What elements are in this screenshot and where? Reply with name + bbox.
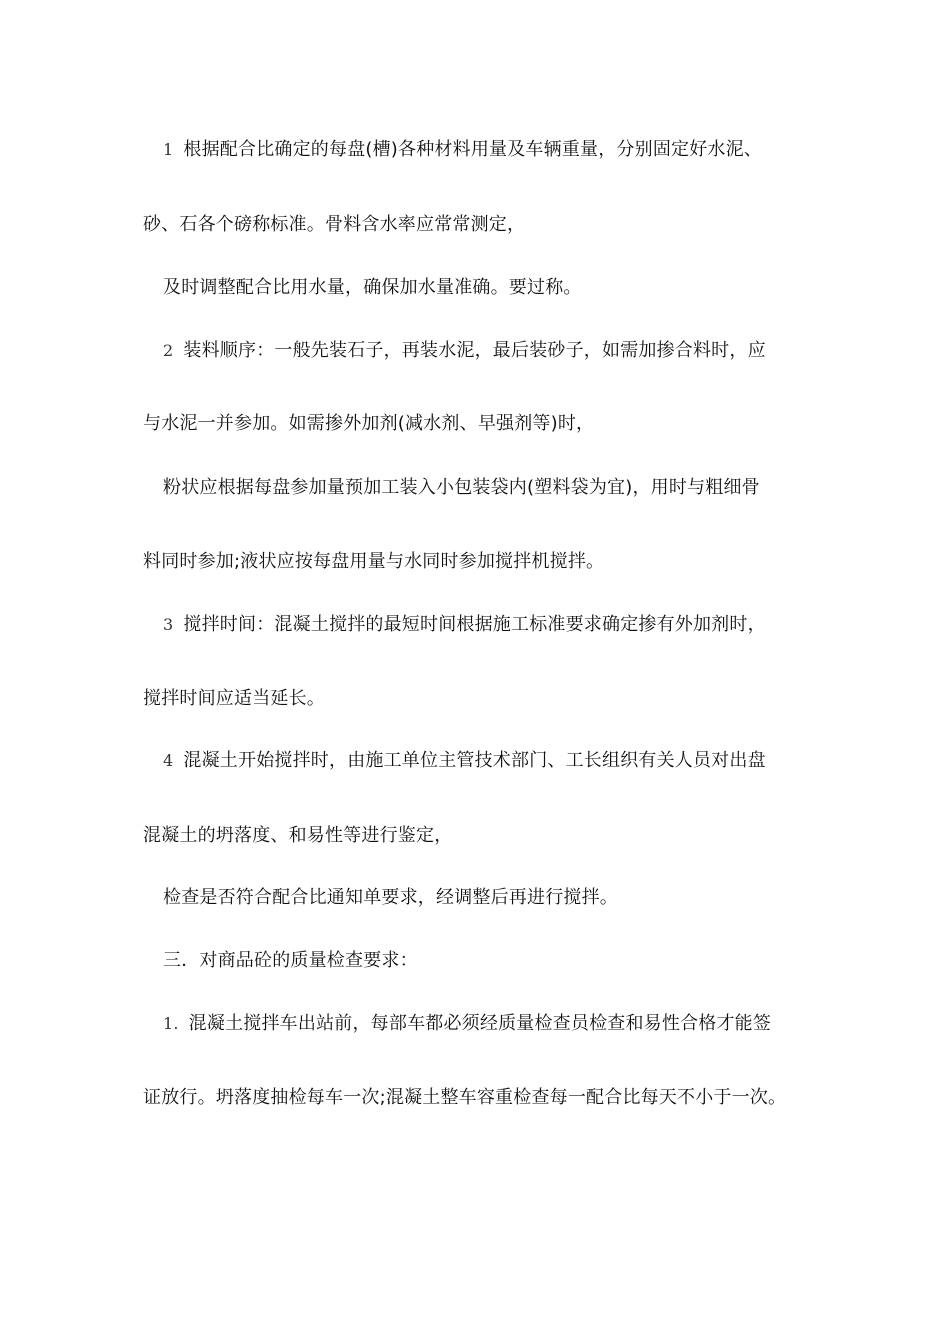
item-number: 2 bbox=[163, 341, 174, 360]
paragraph-line bbox=[163, 138, 762, 162]
line-text: 及时调整配合比用水量，确保加水量准确。要过称。 bbox=[163, 277, 582, 298]
paragraph-line bbox=[143, 550, 604, 574]
line-text: 装料顺序：一般先装石子，再装水泥，最后装砂子，如需加掺合料时，应 bbox=[183, 340, 766, 361]
line-text: 搅拌时间：混凝土搅拌的最短时间根据施工标准要求确定掺有外加剂时， bbox=[183, 614, 766, 635]
paragraph-line bbox=[163, 613, 766, 637]
section-heading bbox=[163, 949, 418, 973]
paragraph-line bbox=[143, 824, 452, 848]
line-text: 搅拌时间应适当延长。 bbox=[143, 688, 325, 709]
paragraph-line bbox=[143, 213, 525, 237]
paragraph-line bbox=[163, 749, 766, 773]
line-text: 三．对商品砼的质量检查要求： bbox=[163, 950, 418, 971]
paragraph-line bbox=[143, 687, 325, 711]
paragraph-line bbox=[163, 1012, 771, 1036]
item-number: 4 bbox=[163, 751, 174, 770]
item-number: 3 bbox=[163, 615, 174, 634]
line-text: 根据配合比确定的每盘(槽)各种材料用量及车辆重量，分别固定好水泥、 bbox=[183, 139, 763, 160]
line-text: 混凝土的坍落度、和易性等进行鉴定， bbox=[143, 825, 453, 846]
paragraph-line bbox=[163, 339, 766, 363]
paragraph-line bbox=[163, 276, 582, 300]
line-text: 料同时参加;液状应按每盘用量与水同时参加搅拌机搅拌。 bbox=[143, 551, 605, 572]
paragraph-line bbox=[143, 412, 594, 436]
line-text: 证放行。坍落度抽检每车一次;混凝土整车容重检查每一配合比每天不小于一次。 bbox=[143, 1087, 787, 1108]
line-text: 砂、石各个磅称标准。骨料含水率应常常测定， bbox=[143, 214, 526, 235]
paragraph-line bbox=[143, 1086, 786, 1110]
item-number: 1 bbox=[163, 140, 174, 159]
item-number: 1. bbox=[163, 1014, 179, 1033]
line-text: 检查是否符合配合比通知单要求，经调整后再进行搅拌。 bbox=[163, 887, 618, 908]
line-text: 混凝土开始搅拌时，由施工单位主管技术部门、工长组织有关人员对出盘 bbox=[183, 750, 766, 771]
line-text: 粉状应根据每盘参加量预加工装入小包装袋内(塑料袋为宜)，用时与粗细骨 bbox=[163, 477, 760, 498]
line-text: 混凝土搅拌车出站前，每部车都必须经质量检查员检查和易性合格才能签 bbox=[188, 1013, 772, 1034]
paragraph-line bbox=[163, 476, 760, 500]
paragraph-line bbox=[163, 886, 618, 910]
line-text: 与水泥一并参加。如需掺外加剂(减水剂、早强剂等)时， bbox=[143, 413, 595, 434]
